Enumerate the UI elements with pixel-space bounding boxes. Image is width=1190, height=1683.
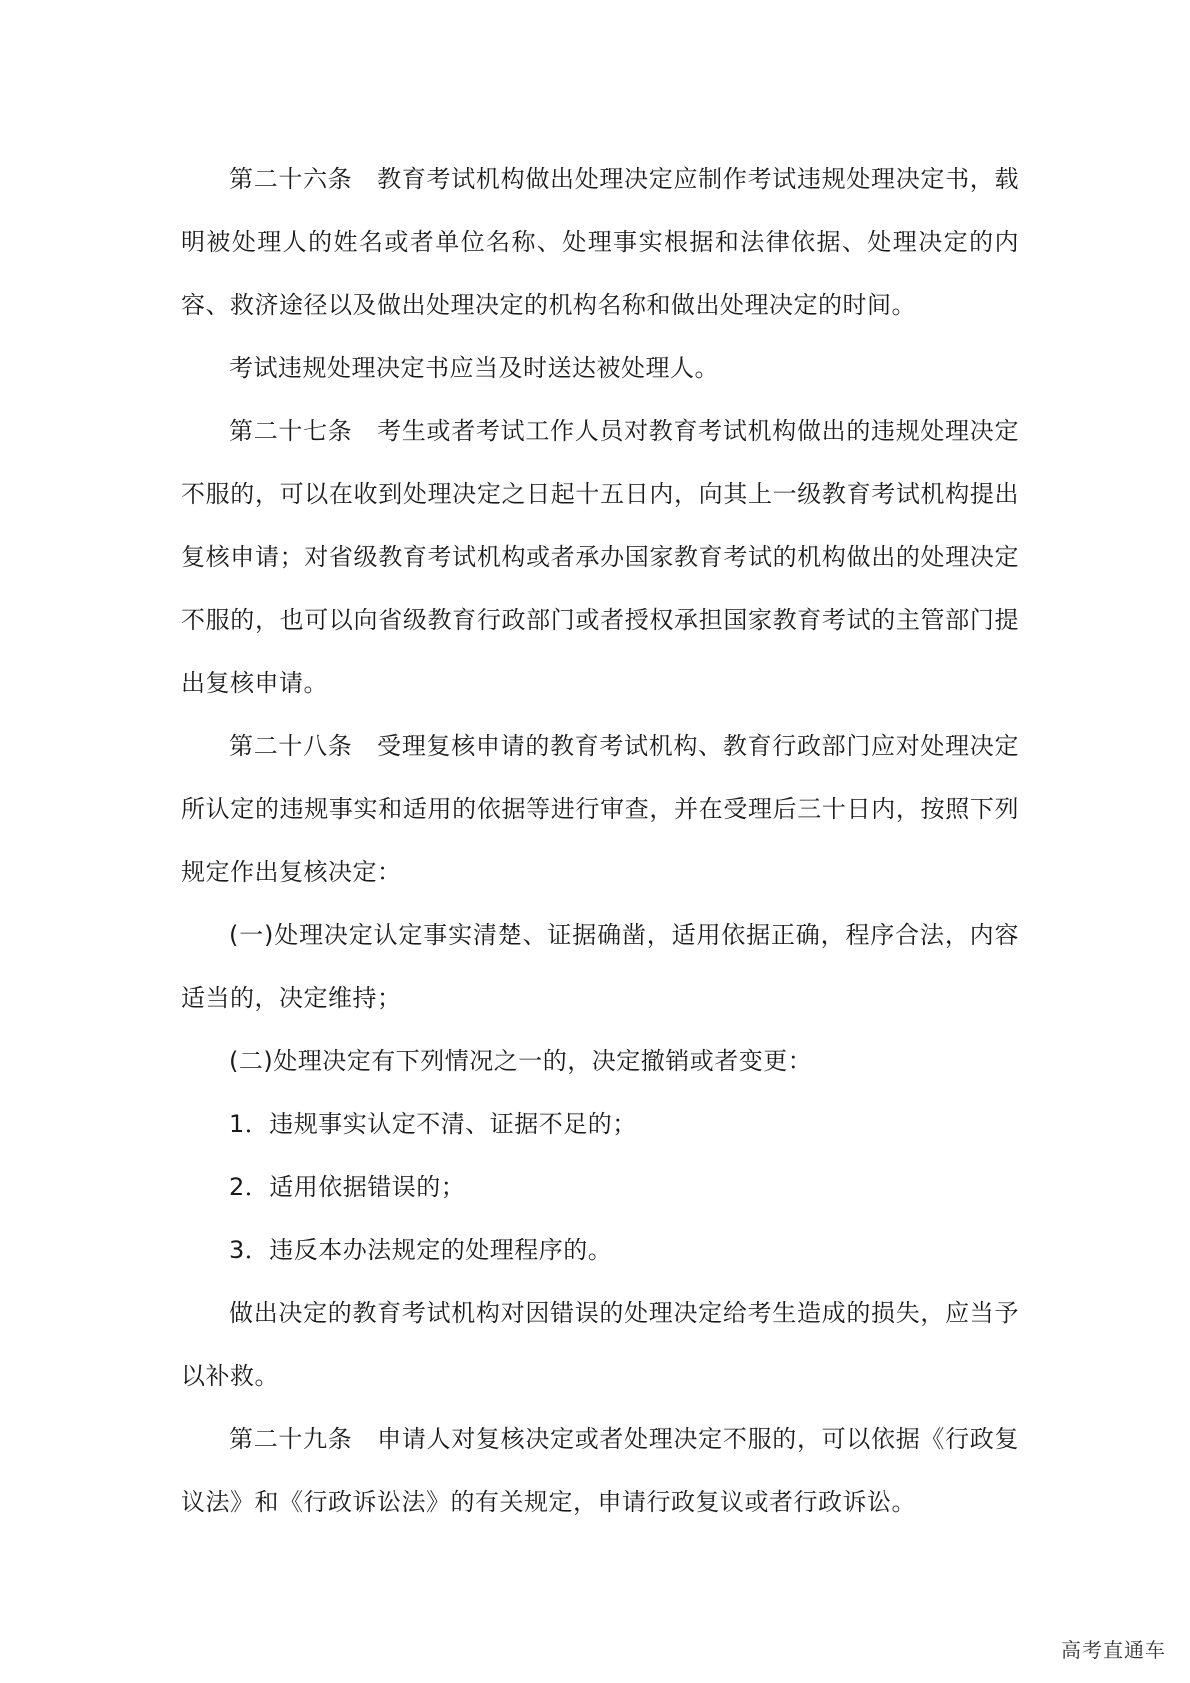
article-26-delivery-paragraph: 考试违规处理决定书应当及时送达被处理人。	[229, 354, 719, 382]
article-28-item-2: (二)处理决定有下列情况之一的，决定撤销或者变更：	[229, 1047, 813, 1075]
article-28-subitem-1: 1．违规事实认定不清、证据不足的；	[229, 1110, 637, 1138]
article-26-paragraph: 第二十六条 教育考试机构做出处理决定应制作考试违规处理决定书，载明被处理人的姓名或者单位名称、处理事实根据和法律依据、处理决定的内容、救济途径以及做出处理决定的机构名称和做出处理决定的时间。	[181, 165, 1019, 319]
watermark: 高考直通车	[1061, 1638, 1166, 1662]
article-27-paragraph: 第二十七条 考生或者考试工作人员对教育考试机构做出的违规处理决定不服的，可以在收到处理决定之日起十五日内，向其上一级教育考试机构提出复核申请；对省级教育考试机构或者承办国家教育考试的机构做出的处理决定不服的，也可以向省级教育行政部门或者授权承担国家教育考试的主管部门提出复核申请。	[181, 417, 1019, 697]
document-body	[181, 148, 1019, 1534]
article-29-paragraph: 第二十九条 申请人对复核决定或者处理决定不服的，可以依据《行政复议法》和《行政诉讼法》的有关规定，申请行政复议或者行政诉讼。	[181, 1425, 1019, 1516]
article-28-remedy-paragraph: 做出决定的教育考试机构对因错误的处理决定给考生造成的损失，应当予以补救。	[181, 1299, 1019, 1390]
article-28-paragraph: 第二十八条 受理复核申请的教育考试机构、教育行政部门应对处理决定所认定的违规事实和适用的依据等进行审查，并在受理后三十日内，按照下列规定作出复核决定：	[181, 732, 1019, 886]
article-28-subitem-3: 3．违反本办法规定的处理程序的。	[229, 1236, 613, 1264]
article-28-item-1: (一)处理决定认定事实清楚、证据确凿，适用依据正确，程序合法，内容适当的，决定维持；	[181, 921, 1019, 1012]
article-28-subitem-2: 2．适用依据错误的；	[229, 1173, 466, 1201]
